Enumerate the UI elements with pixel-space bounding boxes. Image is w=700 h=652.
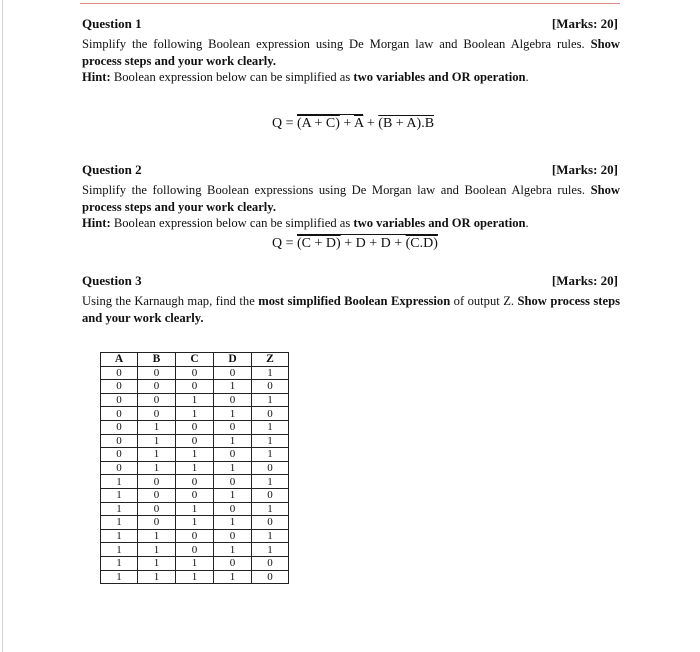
q2-text-b: Show process steps and your work clearly. bbox=[82, 183, 620, 214]
table-cell: 1 bbox=[252, 502, 289, 516]
top-divider bbox=[80, 3, 620, 4]
table-cell: 1 bbox=[214, 461, 252, 475]
table-cell: 1 bbox=[101, 543, 138, 557]
table-cell: 1 bbox=[138, 570, 176, 584]
table-cell: 1 bbox=[252, 475, 289, 489]
question-1-body bbox=[82, 36, 620, 86]
table-cell: 1 bbox=[176, 461, 214, 475]
table-cell: 0 bbox=[176, 420, 214, 434]
table-row bbox=[101, 570, 289, 584]
table-cell: 1 bbox=[176, 393, 214, 407]
table-cell: 0 bbox=[176, 488, 214, 502]
question-1-header bbox=[82, 16, 618, 32]
table-cell: 1 bbox=[101, 570, 138, 584]
table-cell: 1 bbox=[138, 448, 176, 462]
truth-table bbox=[100, 352, 289, 584]
q1-hint-label: Hint: bbox=[82, 70, 111, 84]
eq1-term-2: $\overline{A}$ bbox=[354, 116, 364, 131]
header-c: C bbox=[176, 353, 214, 367]
q2-hint-text: Boolean expression below can be simplified as bbox=[110, 216, 354, 230]
table-cell: 0 bbox=[214, 475, 252, 489]
table-cell: 0 bbox=[138, 488, 176, 502]
table-row bbox=[101, 488, 289, 502]
table-cell: 0 bbox=[101, 420, 138, 434]
table-cell: 1 bbox=[252, 366, 289, 380]
q1-text-b: Show process steps and your work clearly. bbox=[82, 37, 620, 68]
table-cell: 0 bbox=[252, 570, 289, 584]
table-row bbox=[101, 380, 289, 394]
table-row bbox=[101, 407, 289, 421]
table-cell: 1 bbox=[214, 516, 252, 530]
q2-hint-label: Hint: bbox=[82, 216, 111, 230]
table-row bbox=[101, 516, 289, 530]
q1-hint-end: . bbox=[525, 70, 529, 84]
q2-hint-bold: two variables and OR operation bbox=[353, 216, 526, 230]
table-cell: 0 bbox=[252, 461, 289, 475]
q3-text-d: Show process steps and your work clearly. bbox=[82, 294, 620, 325]
table-cell: 0 bbox=[101, 448, 138, 462]
equation-2 bbox=[272, 236, 438, 252]
table-cell: 1 bbox=[101, 488, 138, 502]
table-row bbox=[101, 475, 289, 489]
table-cell: 0 bbox=[214, 529, 252, 543]
eq1-term-3: (B + A).B bbox=[378, 116, 435, 131]
table-row bbox=[101, 420, 289, 434]
table-cell: 1 bbox=[101, 502, 138, 516]
table-row bbox=[101, 543, 289, 557]
header-d: D bbox=[214, 353, 252, 367]
table-cell: 0 bbox=[138, 380, 176, 394]
table-cell: 0 bbox=[101, 461, 138, 475]
truth-table-header-row bbox=[101, 353, 289, 367]
eq1-group bbox=[297, 114, 363, 131]
table-cell: 1 bbox=[252, 448, 289, 462]
table-cell: 1 bbox=[252, 543, 289, 557]
equation-1 bbox=[272, 116, 434, 132]
eq2-term-2: (C.D) bbox=[405, 236, 438, 251]
question-3-marks: [Marks: 20] bbox=[551, 273, 618, 288]
table-cell: 0 bbox=[138, 366, 176, 380]
table-cell: 1 bbox=[101, 529, 138, 543]
table-cell: 0 bbox=[252, 556, 289, 570]
table-cell: 0 bbox=[138, 475, 176, 489]
table-cell: 1 bbox=[176, 448, 214, 462]
table-cell: 1 bbox=[252, 529, 289, 543]
table-cell: 0 bbox=[101, 393, 138, 407]
eq2-middle: + D + D + bbox=[340, 236, 406, 251]
table-row bbox=[101, 502, 289, 516]
table-cell: 0 bbox=[101, 380, 138, 394]
table-cell: 1 bbox=[138, 434, 176, 448]
table-cell: 0 bbox=[176, 366, 214, 380]
table-cell: 1 bbox=[176, 407, 214, 421]
table-row bbox=[101, 448, 289, 462]
table-cell: 0 bbox=[176, 529, 214, 543]
table-cell: 0 bbox=[214, 502, 252, 516]
table-cell: 1 bbox=[176, 516, 214, 530]
table-row bbox=[101, 461, 289, 475]
table-cell: 1 bbox=[252, 393, 289, 407]
table-cell: 0 bbox=[101, 407, 138, 421]
question-1-title: Question 1 bbox=[82, 16, 142, 31]
table-cell: 0 bbox=[138, 407, 176, 421]
table-cell: 1 bbox=[176, 556, 214, 570]
table-cell: 1 bbox=[101, 475, 138, 489]
table-row bbox=[101, 529, 289, 543]
question-3-body bbox=[82, 293, 620, 326]
table-cell: 0 bbox=[214, 420, 252, 434]
table-cell: 0 bbox=[252, 380, 289, 394]
table-cell: 0 bbox=[252, 488, 289, 502]
table-cell: 0 bbox=[214, 366, 252, 380]
q2-hint-end: . bbox=[525, 216, 529, 230]
header-a: A bbox=[101, 353, 138, 367]
table-cell: 1 bbox=[101, 556, 138, 570]
table-cell: 1 bbox=[252, 420, 289, 434]
table-cell: 0 bbox=[214, 556, 252, 570]
table-cell: 1 bbox=[176, 502, 214, 516]
q2-text-a: Simplify the following Boolean expressions using De Morgan law and Boolean Algebra rules. bbox=[82, 183, 591, 197]
table-cell: 0 bbox=[138, 502, 176, 516]
header-z: Z bbox=[252, 353, 289, 367]
table-cell: 1 bbox=[214, 380, 252, 394]
table-cell: 1 bbox=[138, 420, 176, 434]
table-cell: 1 bbox=[214, 570, 252, 584]
q1-hint-text: Boolean expression below can be simplified as bbox=[110, 70, 354, 84]
eq2-lhs: Q = bbox=[272, 236, 298, 251]
table-row bbox=[101, 434, 289, 448]
table-row bbox=[101, 393, 289, 407]
table-cell: 0 bbox=[176, 543, 214, 557]
table-cell: 0 bbox=[138, 393, 176, 407]
table-cell: 0 bbox=[252, 407, 289, 421]
question-3-header bbox=[82, 273, 618, 289]
q3-text-a: Using the Karnaugh map, find the bbox=[82, 294, 259, 308]
question-1-marks: [Marks: 20] bbox=[551, 16, 618, 31]
table-row bbox=[101, 366, 289, 380]
eq2-group bbox=[297, 234, 438, 251]
table-row bbox=[101, 556, 289, 570]
table-cell: 1 bbox=[214, 434, 252, 448]
question-2-body bbox=[82, 182, 620, 232]
table-cell: 0 bbox=[214, 393, 252, 407]
table-cell: 0 bbox=[101, 434, 138, 448]
table-cell: 0 bbox=[214, 448, 252, 462]
eq1-term-1: (A + C) bbox=[297, 116, 340, 131]
q3-text-bold: most simplified Boolean Expression bbox=[258, 294, 451, 308]
eq1-plus-2: + bbox=[363, 116, 379, 131]
q1-text-a: Simplify the following Boolean expression using De Morgan law and Boolean Algebra rules. bbox=[82, 37, 591, 51]
table-cell: 0 bbox=[176, 434, 214, 448]
table-cell: 0 bbox=[252, 516, 289, 530]
table-cell: 1 bbox=[138, 529, 176, 543]
table-cell: 1 bbox=[138, 461, 176, 475]
table-cell: 0 bbox=[138, 516, 176, 530]
table-cell: 1 bbox=[138, 543, 176, 557]
question-2-title: Question 2 bbox=[82, 162, 142, 177]
q1-hint-bold: two variables and OR operation bbox=[353, 70, 526, 84]
table-cell: 0 bbox=[176, 475, 214, 489]
question-2-header bbox=[82, 162, 618, 178]
eq2-term-1: (C + D) bbox=[297, 236, 341, 251]
eq1-plus-1: + bbox=[339, 116, 355, 131]
table-cell: 1 bbox=[101, 516, 138, 530]
table-cell: 1 bbox=[176, 570, 214, 584]
table-cell: 1 bbox=[214, 488, 252, 502]
truth-table-body bbox=[101, 366, 289, 584]
table-cell: 1 bbox=[214, 543, 252, 557]
question-3-title: Question 3 bbox=[82, 273, 142, 288]
question-2-marks: [Marks: 20] bbox=[551, 162, 618, 177]
table-cell: 1 bbox=[252, 434, 289, 448]
table-cell: 0 bbox=[176, 380, 214, 394]
table-cell: 1 bbox=[214, 407, 252, 421]
eq1-lhs: Q = bbox=[272, 116, 298, 131]
left-border bbox=[2, 0, 3, 652]
table-cell: 0 bbox=[101, 366, 138, 380]
header-b: B bbox=[138, 353, 176, 367]
q3-text-c: of output Z. bbox=[450, 294, 518, 308]
table-cell: 1 bbox=[138, 556, 176, 570]
